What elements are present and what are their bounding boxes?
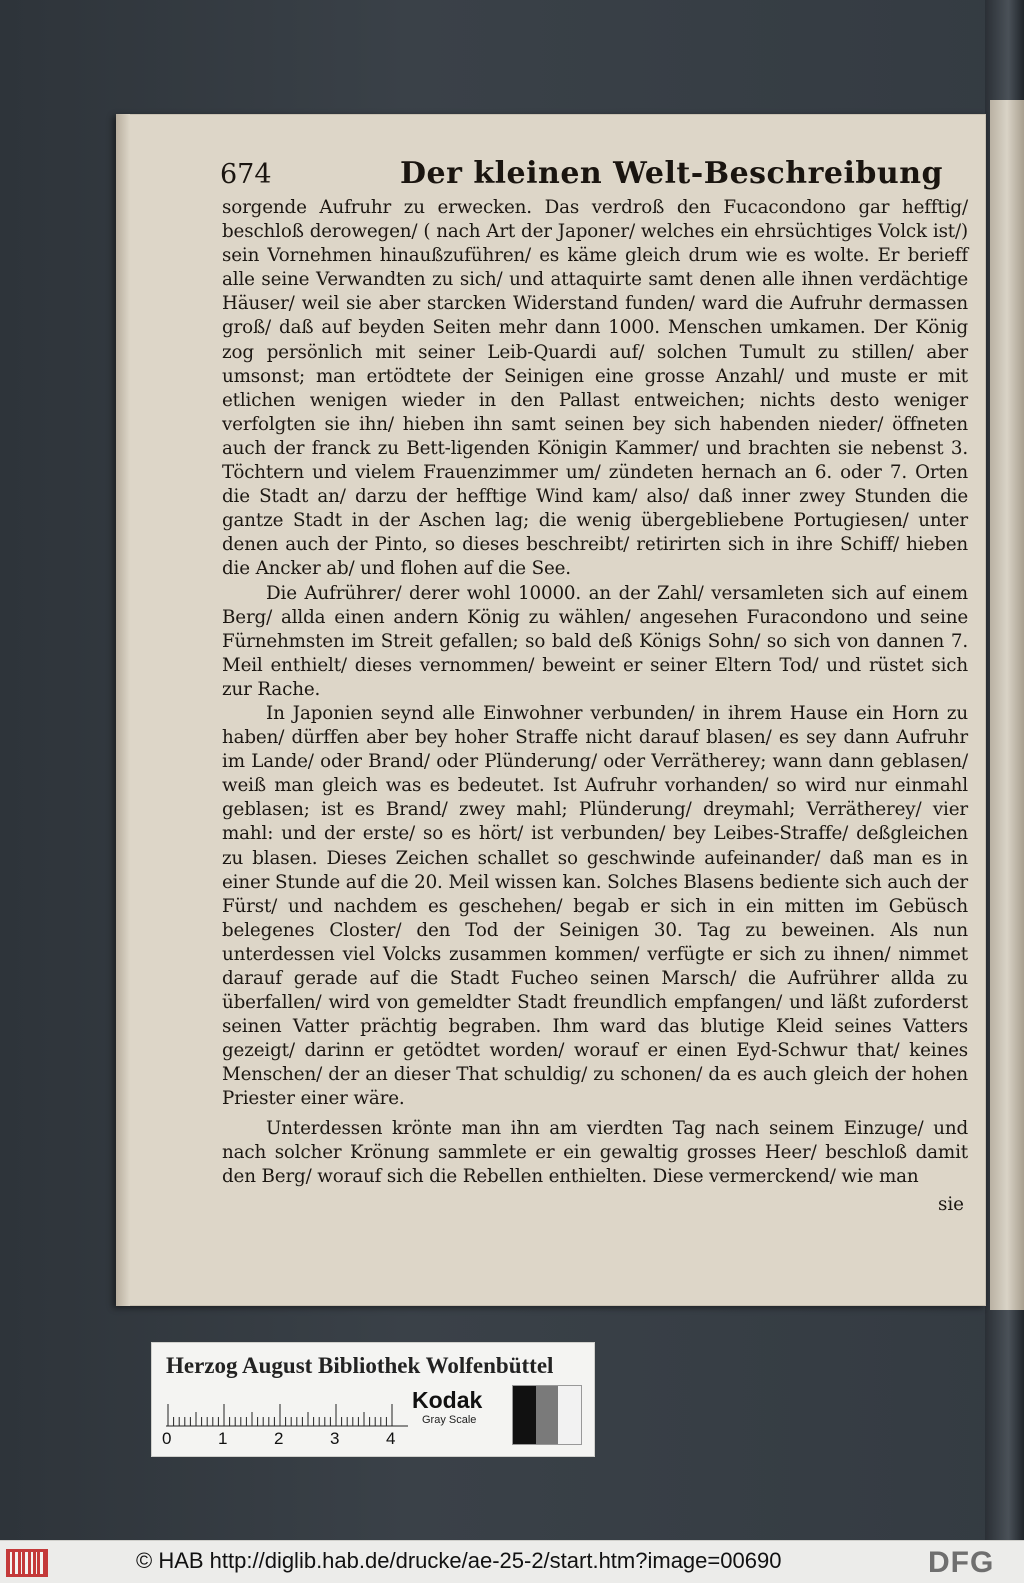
- catchword: sie: [937, 1194, 964, 1215]
- barcode-icon: [6, 1549, 48, 1577]
- paragraph: Die Aufrührer/ derer wohl 10000. an der Zahl/ versamleten sich auf einem Berg/ allda einen andern König zu wählen/ angesehen Furacondono und seine Fürnehmsten im Streit gefallen; so bald deß Königs Sohn/ so sich von dannen 7. Meil enthielt/ dieses vernommen/ beweint er seiner Eltern Tod/ und rüstet sich zur Rache.: [222, 582, 968, 700]
- gray-patch-light: [558, 1386, 581, 1444]
- ruler-number: 2: [274, 1429, 284, 1448]
- page-number: 674: [220, 159, 272, 190]
- paragraph: Unterdessen krönte man ihn am vierdten Tag nach seinem Einzuge/ und nach solcher Krönung sammlete er ein gewaltig grosses Heer/ beschloß damit den Berg/ worauf sich die Rebellen enthielten. Diese vermerckend/ wie man: [222, 1117, 968, 1187]
- gray-patch-mid: [536, 1386, 559, 1444]
- color-calibration-card: [151, 1342, 595, 1457]
- footer-bar: [0, 1540, 1024, 1583]
- ruler-numbers: [162, 1429, 422, 1449]
- paragraph: In Japonien seynd alle Einwohner verbunden/ in ihrem Hause ein Horn zu haben/ dürffen aber bey hoher Straffe nicht darauf blasen/ es sey dann Aufruhr im Lande/ oder Brand/ oder Plünderung/ oder Verrätherey; wann dann geblasen/ weiß man gleich was es bedeutet. Ist Aufruhr vorhanden/ so wird nur einmahl geblasen; ist es Brand/ zwey mahl; Plünderung/ dreymahl; Verrätherey/ vier mahl: und der erste/ so es hört/ ist verbunden/ bey Leibes-Straffe/ deßgleichen zu blasen. Dieses Zeichen schallet so geschwinde aufeinander/ daß man es in einer Stunde auf die 20. Meil wissen kan. Solches Blasens bediente sich auch der Fürst/ und nachdem es geschehen/ begab er sich in ein mitten im Gebüsch belegenes Closter/ den Tod der Seinigen 30. Tag zu beweinen. Als nun unterdessen viel Volcks zusammen kommen/ verfügte er sich zu ihnen/ nimmet darauf gerade auf die Stadt Fucheo seinen Marsch/ die Aufrührer allda zu überfallen/ wird von gemeldter Stadt freundlich empfangen/ und läßt zuforderst seinen Vatter prächtig begraben. Ihm ward das blutige Kleid seines Vatters gezeigt/ darinn er getödtet worden/ worauf er einen Eyd-Schwur that/ keines Menschen/ der an dieser That schuldig/ zu schonen/ da es auch gleich der hohen Priester einer wäre.: [222, 702, 968, 1110]
- gray-patches: [512, 1385, 582, 1445]
- ruler-number: 4: [386, 1429, 396, 1448]
- ruler-number: 1: [218, 1429, 228, 1448]
- page-header: [220, 156, 960, 196]
- institution-name: Herzog August Bibliothek Wolfenbüttel: [166, 1353, 554, 1378]
- ruler-number: 0: [162, 1429, 172, 1448]
- copyright-link[interactable]: © HAB http://diglib.hab.de/drucke/ae-25-2/start.htm?image=00690: [136, 1548, 782, 1573]
- facing-page-edge: [990, 100, 1024, 1310]
- ruler-number: 3: [330, 1429, 340, 1448]
- dfg-logo: DFG: [928, 1546, 995, 1579]
- paragraph: sorgende Aufruhr zu erwecken. Das verdroß den Fucacondono gar hefftig/ beschloß derowegen/ ( nach Art der Japoner/ welches ein ehrsüchtiges Volck ist/) sein Vornehmen hinaußzuführen/ es käme gleich drum wie es wolte. Er berieff alle seine Verwandten zu sich/ und attaquirte samt denen alle ihnen verdächtige Häuser/ weil sie aber starcken Widerstand funden/ ward die Aufruhr dermassen groß/ daß auf beyden Seiten mehr dann 1000. Menschen umkamen. Der König zog persönlich mit seiner Leib-Quardi auf/ solchen Tumult zu stillen/ aber umsonst; man ertödtete der Seinigen eine grosse Anzahl/ und muste er mit etlichen wenigen wieder in den Pallast entweichen; nichts desto weniger verfolgten sie ihn/ hieben ihn samt seinen bey sich habenden nieder/ öffneten auch der franck zu Bett-ligenden Königin Kammer/ und brachten sie nebenst 3. Töchtern und vielem Frauenzimmer um/ zündeten hernach an 6. oder 7. Orten die Stadt an/ darzu der hefftige Wind kam/ also/ daß inner zwey Stunden die gantze Stadt in der Aschen lag; die wenig übergebliebene Portugiesen/ unter denen auch der Pinto, so dieses beschreibt/ retirirten sich in ihre Schiff/ hieben die Ancker ab/ und flohen auf die See.: [222, 197, 968, 580]
- running-title: Der kleinen Welt-Beschreibung: [400, 156, 943, 191]
- ruler-scale-icon: [166, 1389, 408, 1427]
- book-page: [116, 114, 986, 1306]
- gray-scale-label: Gray Scale: [422, 1414, 477, 1426]
- page-body: [222, 196, 968, 1189]
- gray-patch-dark: [513, 1386, 536, 1444]
- kodak-logo: Kodak: [412, 1387, 483, 1413]
